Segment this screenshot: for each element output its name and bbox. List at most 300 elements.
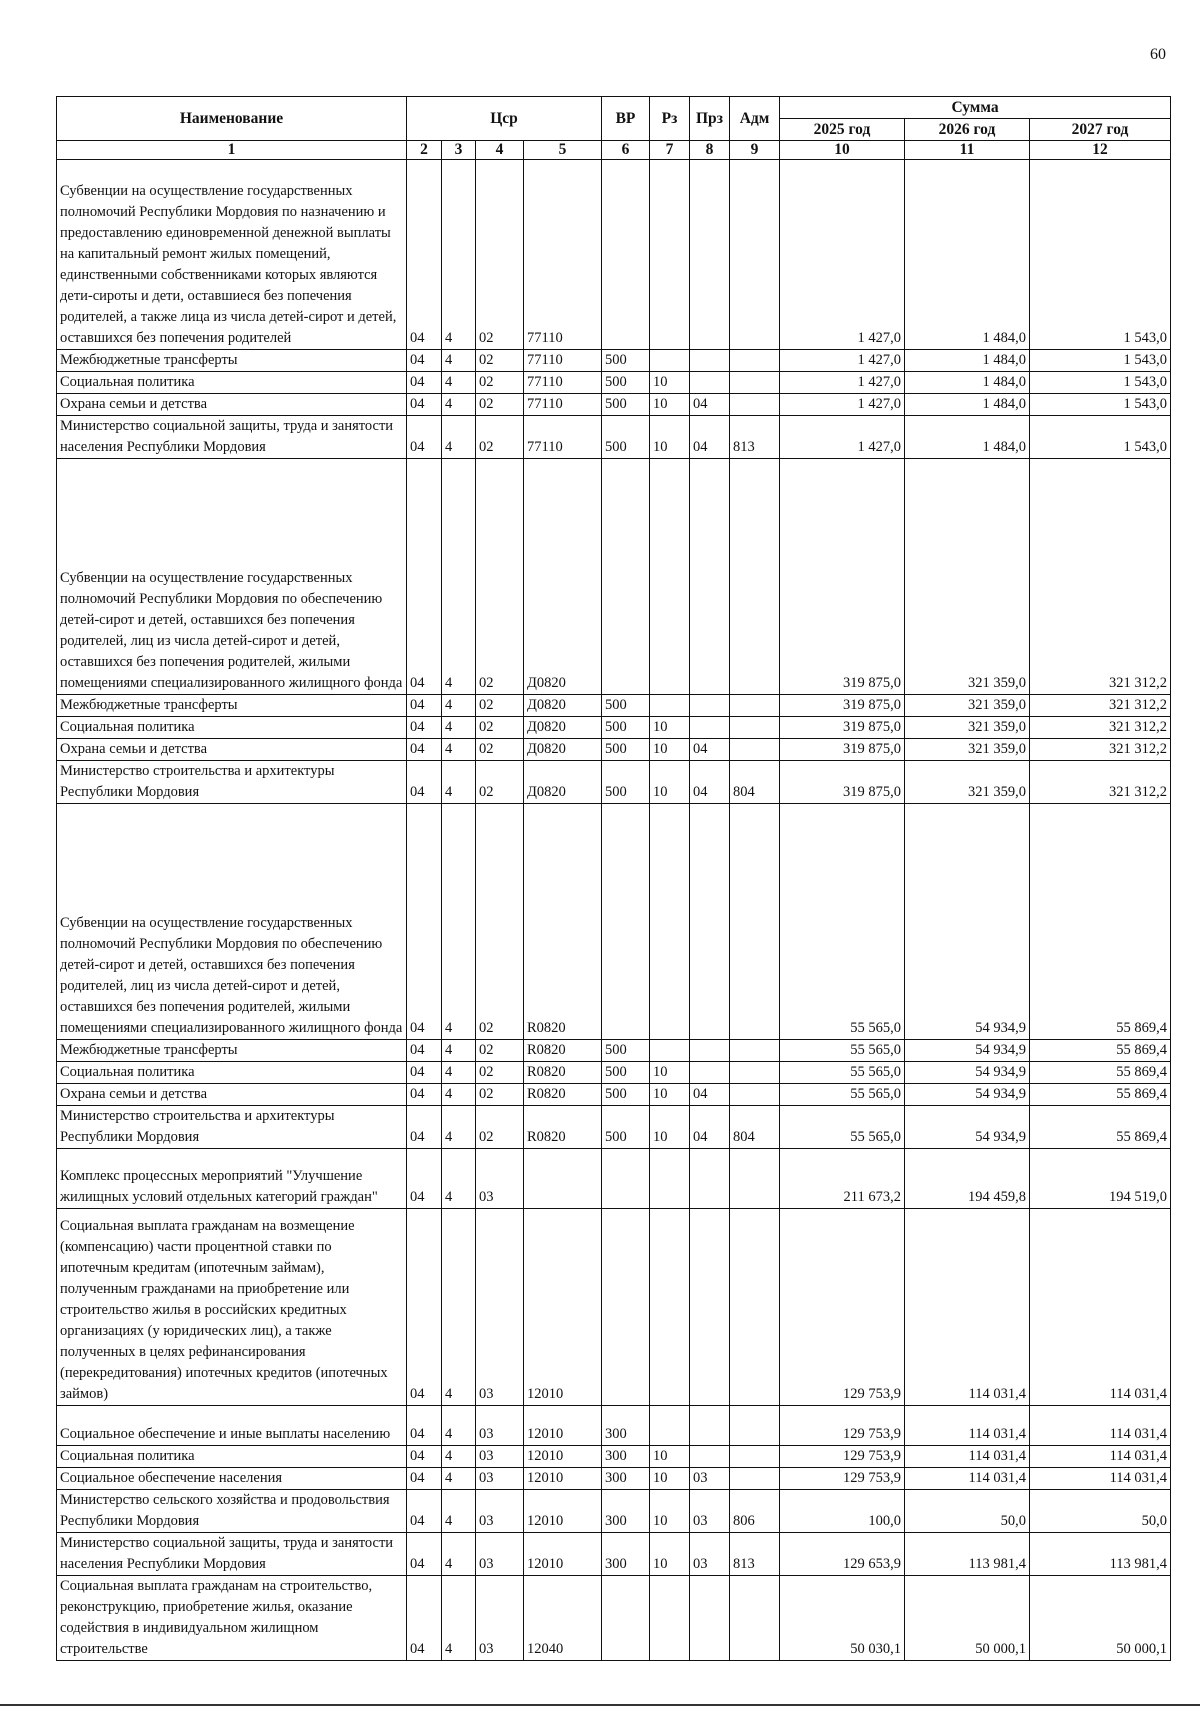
header-rz: Рз	[650, 97, 690, 141]
column-number-row	[57, 141, 1171, 160]
row-rz: 10	[650, 1084, 690, 1106]
table-row	[57, 350, 1171, 372]
table-row	[57, 1062, 1171, 1084]
row-name: Межбюджетные трансферты	[57, 1040, 407, 1062]
row-vr	[602, 1149, 650, 1209]
table-row	[57, 1406, 1171, 1446]
row-sum-2026: 50,0	[905, 1490, 1030, 1533]
row-vr: 300	[602, 1406, 650, 1446]
row-code-5: R0820	[524, 1084, 602, 1106]
row-vr: 300	[602, 1533, 650, 1576]
row-code-3: 4	[442, 739, 476, 761]
row-sum-2026: 54 934,9	[905, 1084, 1030, 1106]
col-number: 6	[602, 141, 650, 160]
row-sum-2026: 321 359,0	[905, 739, 1030, 761]
table-body	[57, 160, 1171, 1661]
row-sum-2026: 194 459,8	[905, 1149, 1030, 1209]
col-number: 11	[905, 141, 1030, 160]
row-adm	[730, 1576, 780, 1661]
row-adm	[730, 350, 780, 372]
row-rz: 10	[650, 1490, 690, 1533]
row-code-4: 02	[476, 761, 524, 804]
row-adm: 804	[730, 761, 780, 804]
row-name: Межбюджетные трансферты	[57, 695, 407, 717]
row-vr	[602, 804, 650, 1040]
row-sum-2027: 50 000,1	[1030, 1576, 1171, 1661]
row-name: Министерство социальной защиты, труда и занятости населения Республики Мордовия	[57, 1533, 407, 1576]
row-code-5	[524, 1149, 602, 1209]
row-sum-2025: 100,0	[780, 1490, 905, 1533]
row-code-4: 02	[476, 350, 524, 372]
row-code-3: 4	[442, 1533, 476, 1576]
row-prz	[690, 1406, 730, 1446]
row-sum-2026: 113 981,4	[905, 1533, 1030, 1576]
row-prz	[690, 1062, 730, 1084]
row-prz	[690, 1040, 730, 1062]
col-number: 8	[690, 141, 730, 160]
row-code-2: 04	[407, 695, 442, 717]
row-code-2: 04	[407, 372, 442, 394]
row-prz	[690, 1446, 730, 1468]
row-code-5: Д0820	[524, 739, 602, 761]
table-row	[57, 372, 1171, 394]
row-vr: 500	[602, 394, 650, 416]
table-row	[57, 1084, 1171, 1106]
row-code-4: 03	[476, 1446, 524, 1468]
row-code-3: 4	[442, 804, 476, 1040]
row-sum-2025: 1 427,0	[780, 394, 905, 416]
row-prz	[690, 1576, 730, 1661]
row-sum-2025: 55 565,0	[780, 804, 905, 1040]
table-row	[57, 761, 1171, 804]
row-rz: 10	[650, 717, 690, 739]
row-code-4: 03	[476, 1209, 524, 1406]
row-name: Охрана семьи и детства	[57, 1084, 407, 1106]
row-vr: 500	[602, 350, 650, 372]
row-vr: 300	[602, 1490, 650, 1533]
row-code-3: 4	[442, 1446, 476, 1468]
row-sum-2025: 1 427,0	[780, 416, 905, 459]
row-prz: 04	[690, 394, 730, 416]
col-number: 7	[650, 141, 690, 160]
row-rz: 10	[650, 1468, 690, 1490]
row-code-5: Д0820	[524, 761, 602, 804]
header-prz: Прз	[690, 97, 730, 141]
row-sum-2026: 114 031,4	[905, 1209, 1030, 1406]
row-name: Социальная политика	[57, 717, 407, 739]
row-code-4: 02	[476, 1084, 524, 1106]
row-sum-2026: 54 934,9	[905, 804, 1030, 1040]
row-code-3: 4	[442, 1406, 476, 1446]
row-sum-2025: 129 753,9	[780, 1209, 905, 1406]
row-name: Социальная выплата гражданам на строительство, реконструкцию, приобретение жилья, оказание содействия в индивидуальном жилищном строительстве	[57, 1576, 407, 1661]
row-prz	[690, 350, 730, 372]
row-adm	[730, 1468, 780, 1490]
row-sum-2025: 1 427,0	[780, 350, 905, 372]
row-vr: 500	[602, 416, 650, 459]
row-code-4: 02	[476, 739, 524, 761]
row-adm: 804	[730, 1106, 780, 1149]
col-number: 3	[442, 141, 476, 160]
row-code-4: 02	[476, 1040, 524, 1062]
row-sum-2025: 319 875,0	[780, 739, 905, 761]
row-code-5: 12010	[524, 1468, 602, 1490]
row-name: Министерство строительства и архитектуры Республики Мордовия	[57, 1106, 407, 1149]
row-adm	[730, 1084, 780, 1106]
row-rz	[650, 695, 690, 717]
row-sum-2026: 54 934,9	[905, 1106, 1030, 1149]
row-code-2: 04	[407, 160, 442, 350]
row-rz: 10	[650, 1106, 690, 1149]
row-adm	[730, 1149, 780, 1209]
row-code-5: 77110	[524, 394, 602, 416]
row-code-4: 02	[476, 717, 524, 739]
row-vr	[602, 1209, 650, 1406]
row-sum-2027: 114 031,4	[1030, 1406, 1171, 1446]
row-code-2: 04	[407, 1106, 442, 1149]
row-adm	[730, 804, 780, 1040]
row-adm	[730, 1040, 780, 1062]
row-sum-2027: 1 543,0	[1030, 372, 1171, 394]
header-csr: Цср	[407, 97, 602, 141]
row-prz	[690, 695, 730, 717]
row-adm	[730, 394, 780, 416]
table-row	[57, 1040, 1171, 1062]
row-code-4: 02	[476, 394, 524, 416]
row-sum-2027: 321 312,2	[1030, 695, 1171, 717]
row-prz: 03	[690, 1533, 730, 1576]
row-name: Субвенции на осуществление государственных полномочий Республики Мордовия по обеспечению детей-сирот и детей, оставшихся без попечения родителей, лиц из числа детей-сирот и детей, оставшихся без попечения родителей, жилыми помещениями специализированного жилищного фонда	[57, 804, 407, 1040]
row-code-5: 12010	[524, 1533, 602, 1576]
row-sum-2025: 319 875,0	[780, 761, 905, 804]
row-code-3: 4	[442, 695, 476, 717]
table-row	[57, 416, 1171, 459]
row-vr: 300	[602, 1446, 650, 1468]
row-code-2: 04	[407, 350, 442, 372]
row-code-2: 04	[407, 1468, 442, 1490]
row-rz: 10	[650, 1446, 690, 1468]
row-rz	[650, 1576, 690, 1661]
row-adm	[730, 1446, 780, 1468]
row-code-3: 4	[442, 1106, 476, 1149]
row-vr	[602, 1576, 650, 1661]
row-code-4: 02	[476, 804, 524, 1040]
row-code-4: 02	[476, 1062, 524, 1084]
row-code-4: 02	[476, 372, 524, 394]
row-sum-2027: 321 312,2	[1030, 761, 1171, 804]
row-vr	[602, 459, 650, 695]
row-rz	[650, 1149, 690, 1209]
row-sum-2026: 114 031,4	[905, 1446, 1030, 1468]
row-code-3: 4	[442, 717, 476, 739]
table-row	[57, 717, 1171, 739]
row-code-4: 03	[476, 1490, 524, 1533]
row-adm	[730, 459, 780, 695]
row-prz	[690, 1149, 730, 1209]
row-vr: 500	[602, 739, 650, 761]
table-row	[57, 1468, 1171, 1490]
row-sum-2025: 319 875,0	[780, 717, 905, 739]
row-sum-2027: 50,0	[1030, 1490, 1171, 1533]
row-prz	[690, 160, 730, 350]
row-code-5: 12010	[524, 1490, 602, 1533]
row-name: Охрана семьи и детства	[57, 739, 407, 761]
row-sum-2027: 1 543,0	[1030, 416, 1171, 459]
row-vr: 500	[602, 1106, 650, 1149]
table-row	[57, 459, 1171, 695]
row-sum-2027: 55 869,4	[1030, 1084, 1171, 1106]
table-header	[57, 97, 1171, 160]
row-sum-2027: 321 312,2	[1030, 717, 1171, 739]
header-adm: Адм	[730, 97, 780, 141]
row-sum-2027: 113 981,4	[1030, 1533, 1171, 1576]
scan-edge-line	[0, 1704, 1200, 1706]
table-row	[57, 394, 1171, 416]
row-rz	[650, 459, 690, 695]
row-sum-2026: 321 359,0	[905, 717, 1030, 739]
row-vr: 500	[602, 1040, 650, 1062]
row-rz	[650, 350, 690, 372]
row-prz: 04	[690, 416, 730, 459]
col-number: 9	[730, 141, 780, 160]
row-vr: 500	[602, 372, 650, 394]
row-code-3: 4	[442, 350, 476, 372]
col-number: 10	[780, 141, 905, 160]
row-sum-2027: 321 312,2	[1030, 459, 1171, 695]
row-code-3: 4	[442, 1576, 476, 1661]
row-code-2: 04	[407, 1490, 442, 1533]
row-name: Субвенции на осуществление государственных полномочий Республики Мордовия по обеспечению детей-сирот и детей, оставшихся без попечения родителей, лиц из числа детей-сирот и детей, оставшихся без попечения родителей, жилыми помещениями специализированного жилищного фонда	[57, 459, 407, 695]
table-row	[57, 160, 1171, 350]
table-row	[57, 1490, 1171, 1533]
row-code-2: 04	[407, 416, 442, 459]
row-code-3: 4	[442, 416, 476, 459]
row-code-3: 4	[442, 394, 476, 416]
header-year-2026: 2026 год	[905, 119, 1030, 141]
row-code-2: 04	[407, 1209, 442, 1406]
row-code-5: 12010	[524, 1406, 602, 1446]
row-code-5: 12010	[524, 1446, 602, 1468]
row-sum-2025: 129 753,9	[780, 1446, 905, 1468]
row-name: Социальная выплата гражданам на возмещение (компенсацию) части процентной ставки по ипотечным кредитам (ипотечным займам), полученным гражданами на приобретение или строительство жилья в российских кредитных организациях (у юридических лиц), а также полученных в целях рефинансирования (перекредитования) ипотечных кредитов (ипотечных займов)	[57, 1209, 407, 1406]
row-sum-2026: 114 031,4	[905, 1406, 1030, 1446]
row-sum-2025: 211 673,2	[780, 1149, 905, 1209]
row-prz: 04	[690, 739, 730, 761]
row-sum-2025: 129 653,9	[780, 1533, 905, 1576]
row-adm	[730, 1062, 780, 1084]
row-code-4: 02	[476, 459, 524, 695]
row-code-4: 02	[476, 160, 524, 350]
row-code-5: R0820	[524, 1062, 602, 1084]
row-sum-2025: 50 030,1	[780, 1576, 905, 1661]
row-code-2: 04	[407, 1062, 442, 1084]
row-code-2: 04	[407, 761, 442, 804]
row-code-4: 03	[476, 1149, 524, 1209]
row-code-4: 02	[476, 1106, 524, 1149]
page-number: 60	[1150, 46, 1166, 63]
row-adm: 813	[730, 416, 780, 459]
row-sum-2025: 319 875,0	[780, 459, 905, 695]
row-prz	[690, 804, 730, 1040]
row-rz: 10	[650, 1062, 690, 1084]
row-rz: 10	[650, 739, 690, 761]
row-sum-2026: 1 484,0	[905, 372, 1030, 394]
row-code-2: 04	[407, 1084, 442, 1106]
row-sum-2026: 321 359,0	[905, 695, 1030, 717]
row-prz	[690, 717, 730, 739]
row-rz: 10	[650, 394, 690, 416]
col-number: 1	[57, 141, 407, 160]
row-sum-2026: 321 359,0	[905, 761, 1030, 804]
table-row	[57, 739, 1171, 761]
row-sum-2027: 194 519,0	[1030, 1149, 1171, 1209]
row-rz: 10	[650, 1533, 690, 1576]
header-year-2027: 2027 год	[1030, 119, 1171, 141]
row-sum-2025: 1 427,0	[780, 372, 905, 394]
row-code-5: Д0820	[524, 695, 602, 717]
row-sum-2025: 129 753,9	[780, 1468, 905, 1490]
table-row	[57, 695, 1171, 717]
row-adm	[730, 1406, 780, 1446]
row-prz: 04	[690, 1106, 730, 1149]
row-adm	[730, 160, 780, 350]
row-code-2: 04	[407, 1040, 442, 1062]
row-sum-2025: 55 565,0	[780, 1106, 905, 1149]
row-code-3: 4	[442, 1084, 476, 1106]
row-sum-2027: 114 031,4	[1030, 1446, 1171, 1468]
row-sum-2026: 321 359,0	[905, 459, 1030, 695]
row-code-3: 4	[442, 761, 476, 804]
header-vr: ВР	[602, 97, 650, 141]
row-code-5: 77110	[524, 160, 602, 350]
row-name: Социальная политика	[57, 1062, 407, 1084]
row-sum-2026: 1 484,0	[905, 160, 1030, 350]
row-name: Социальная политика	[57, 372, 407, 394]
row-prz	[690, 1209, 730, 1406]
row-code-4: 03	[476, 1468, 524, 1490]
row-sum-2027: 114 031,4	[1030, 1468, 1171, 1490]
row-prz: 04	[690, 761, 730, 804]
row-name: Субвенции на осуществление государственных полномочий Республики Мордовия по назначению и предоставлению единовременной денежной выплаты на капитальный ремонт жилых помещений, единственными собственниками которых являются дети-сироты и дети, оставшиеся без попечения родителей, а также лица из числа детей-сирот и детей, оставшихся без попечения родителей	[57, 160, 407, 350]
row-adm	[730, 739, 780, 761]
row-code-4: 02	[476, 416, 524, 459]
row-vr: 500	[602, 695, 650, 717]
header-sum: Сумма	[780, 97, 1171, 119]
table-row	[57, 1446, 1171, 1468]
row-adm: 806	[730, 1490, 780, 1533]
row-vr: 500	[602, 761, 650, 804]
row-code-4: 03	[476, 1576, 524, 1661]
row-code-5: R0820	[524, 1040, 602, 1062]
row-rz: 10	[650, 372, 690, 394]
row-code-2: 04	[407, 717, 442, 739]
row-code-3: 4	[442, 1062, 476, 1084]
row-rz	[650, 1209, 690, 1406]
row-prz: 04	[690, 1084, 730, 1106]
row-sum-2026: 114 031,4	[905, 1468, 1030, 1490]
row-adm	[730, 372, 780, 394]
row-sum-2027: 55 869,4	[1030, 1106, 1171, 1149]
row-code-2: 04	[407, 459, 442, 695]
row-code-5: 12010	[524, 1209, 602, 1406]
row-code-3: 4	[442, 459, 476, 695]
row-sum-2027: 55 869,4	[1030, 1040, 1171, 1062]
row-name: Министерство социальной защиты, труда и занятости населения Республики Мордовия	[57, 416, 407, 459]
row-code-2: 04	[407, 804, 442, 1040]
row-sum-2027: 55 869,4	[1030, 804, 1171, 1040]
col-number: 4	[476, 141, 524, 160]
budget-table	[56, 96, 1171, 1661]
row-code-3: 4	[442, 160, 476, 350]
table-row	[57, 1149, 1171, 1209]
row-code-2: 04	[407, 1576, 442, 1661]
row-code-5: Д0820	[524, 459, 602, 695]
row-code-3: 4	[442, 1209, 476, 1406]
row-code-5: 77110	[524, 350, 602, 372]
row-code-5: 12040	[524, 1576, 602, 1661]
table-row	[57, 1533, 1171, 1576]
row-code-4: 02	[476, 695, 524, 717]
row-sum-2026: 1 484,0	[905, 416, 1030, 459]
row-code-2: 04	[407, 1149, 442, 1209]
row-vr	[602, 160, 650, 350]
row-code-2: 04	[407, 1533, 442, 1576]
header-year-2025: 2025 год	[780, 119, 905, 141]
row-sum-2027: 1 543,0	[1030, 394, 1171, 416]
row-code-2: 04	[407, 1406, 442, 1446]
row-vr: 500	[602, 717, 650, 739]
row-rz: 10	[650, 416, 690, 459]
row-name: Социальное обеспечение населения	[57, 1468, 407, 1490]
row-vr: 500	[602, 1062, 650, 1084]
row-adm: 813	[730, 1533, 780, 1576]
col-number: 2	[407, 141, 442, 160]
row-code-3: 4	[442, 1468, 476, 1490]
row-code-4: 03	[476, 1406, 524, 1446]
row-code-5: R0820	[524, 804, 602, 1040]
col-number: 12	[1030, 141, 1171, 160]
table-row	[57, 1209, 1171, 1406]
row-vr: 300	[602, 1468, 650, 1490]
row-name: Охрана семьи и детства	[57, 394, 407, 416]
row-code-3: 4	[442, 1040, 476, 1062]
row-code-2: 04	[407, 1446, 442, 1468]
row-code-2: 04	[407, 739, 442, 761]
row-vr: 500	[602, 1084, 650, 1106]
row-code-2: 04	[407, 394, 442, 416]
row-name: Комплекс процессных мероприятий "Улучшение жилищных условий отдельных категорий граждан"	[57, 1149, 407, 1209]
row-adm	[730, 717, 780, 739]
row-adm	[730, 1209, 780, 1406]
row-sum-2027: 321 312,2	[1030, 739, 1171, 761]
row-code-5: 77110	[524, 372, 602, 394]
row-name: Министерство сельского хозяйства и продовольствия Республики Мордовия	[57, 1490, 407, 1533]
row-sum-2027: 55 869,4	[1030, 1062, 1171, 1084]
row-adm	[730, 695, 780, 717]
row-sum-2025: 1 427,0	[780, 160, 905, 350]
row-sum-2027: 1 543,0	[1030, 160, 1171, 350]
row-rz	[650, 1040, 690, 1062]
row-prz	[690, 372, 730, 394]
row-sum-2025: 129 753,9	[780, 1406, 905, 1446]
row-code-5: 77110	[524, 416, 602, 459]
row-sum-2027: 114 031,4	[1030, 1209, 1171, 1406]
row-sum-2026: 1 484,0	[905, 394, 1030, 416]
row-sum-2026: 1 484,0	[905, 350, 1030, 372]
row-code-5: R0820	[524, 1106, 602, 1149]
row-sum-2025: 55 565,0	[780, 1062, 905, 1084]
row-sum-2027: 1 543,0	[1030, 350, 1171, 372]
